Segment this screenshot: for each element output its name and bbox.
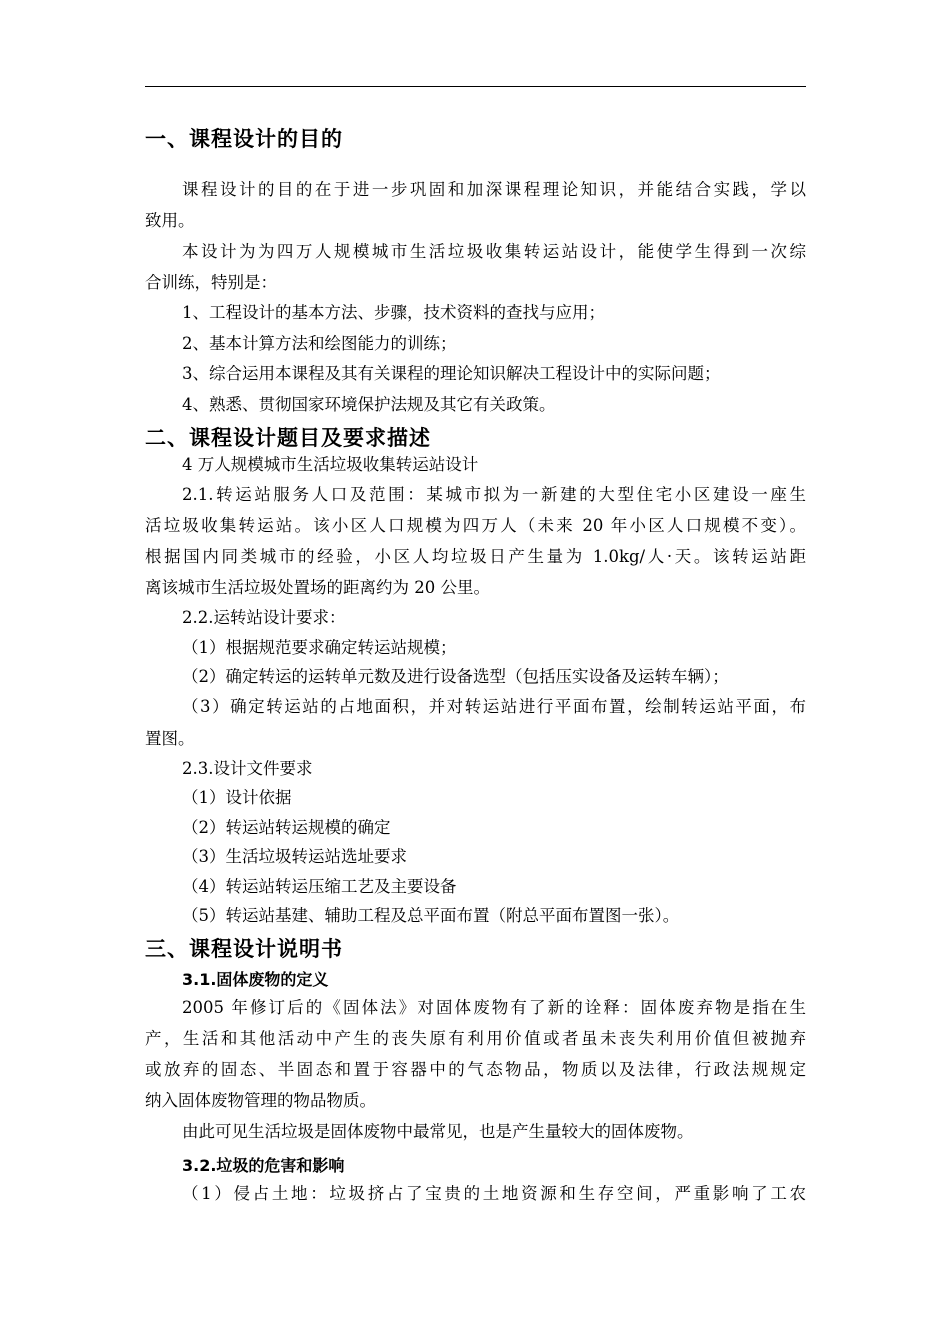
list-item: 4、熟悉、贯彻国家环境保护法规及其它有关政策。 (182, 395, 556, 414)
paragraph-line: 或放弃的固态、半固态和置于容器中的气态物品，物质以及法律，行政法规规定 (145, 1060, 806, 1079)
list-item: （5）转运站基建、辅助工程及总平面布置（附总平面布置图一张）。 (182, 906, 680, 925)
paragraph-line: 合训练，特别是： (145, 273, 277, 292)
paragraph-line: 2.1.转运站服务人口及范围：某城市拟为一新建的大型住宅小区建设一座生 (182, 485, 806, 504)
design-title-line: 4 万人规模城市生活垃圾收集转运站设计 (182, 455, 479, 474)
paragraph-line: 离该城市生活垃圾处置场的距离约为 20 公里。 (145, 578, 490, 597)
paragraph-line: 置图。 (145, 729, 195, 748)
subsection-3-2-heading: 3.2.垃圾的危害和影响 (182, 1156, 345, 1175)
paragraph-line: （1）侵占土地：垃圾挤占了宝贵的土地资源和生存空间，严重影响了工农 (182, 1184, 806, 1203)
paragraph-line: 纳入固体废物管理的物品物质。 (145, 1091, 376, 1110)
list-item: （2）转运站转运规模的确定 (182, 818, 391, 837)
list-item: （3）生活垃圾转运站选址要求 (182, 847, 407, 866)
subheading-line: 2.2.运转站设计要求： (182, 608, 346, 627)
subsection-3-1-heading: 3.1.固体废物的定义 (182, 970, 329, 989)
list-item: （3）确定转运站的占地面积，并对转运站进行平面布置，绘制转运站平面，布 (182, 697, 806, 716)
section-2-heading: 二、课程设计题目及要求描述 (145, 426, 431, 450)
list-item: （1）设计依据 (182, 788, 292, 807)
paragraph-line: 本设计为为四万人规模城市生活垃圾收集转运站设计，能使学生得到一次综 (182, 242, 806, 261)
list-item: 1、工程设计的基本方法、步骤，技术资料的查找与应用； (182, 303, 605, 322)
paragraph-line: 根据国内同类城市的经验，小区人均垃圾日产生量为 1.0kg/人·天。该转运站距 (145, 547, 806, 566)
list-item: （2）确定转运的运转单元数及进行设备选型（包括压实设备及运转车辆）； (182, 667, 729, 686)
section-3-heading: 三、课程设计说明书 (145, 937, 343, 961)
paragraph-line: 产，生活和其他活动中产生的丧失原有利用价值或者虽未丧失利用价值但被抛弃 (145, 1029, 806, 1048)
paragraph-line: 致用。 (145, 211, 195, 230)
list-item: （1）根据规范要求确定转运站规模； (182, 638, 457, 657)
header-rule (145, 86, 806, 87)
paragraph-line: 课程设计的目的在于进一步巩固和加深课程理论知识，并能结合实践，学以 (182, 180, 806, 199)
paragraph-line: 活垃圾收集转运站。该小区人口规模为四万人（未来 20 年小区人口规模不变）。 (145, 516, 806, 535)
paragraph-line: 由此可见生活垃圾是固体废物中最常见，也是产生量较大的固体废物。 (182, 1122, 694, 1141)
subheading-line: 2.3.设计文件要求 (182, 759, 313, 778)
section-1-heading: 一、课程设计的目的 (145, 127, 343, 151)
paragraph-line: 2005 年修订后的《固体法》对固体废物有了新的诠释：固体废弃物是指在生 (182, 998, 806, 1017)
list-item: 3、综合运用本课程及其有关课程的理论知识解决工程设计中的实际问题； (182, 364, 721, 383)
list-item: 2、基本计算方法和绘图能力的训练； (182, 334, 457, 353)
list-item: （4）转运站转运压缩工艺及主要设备 (182, 877, 457, 896)
